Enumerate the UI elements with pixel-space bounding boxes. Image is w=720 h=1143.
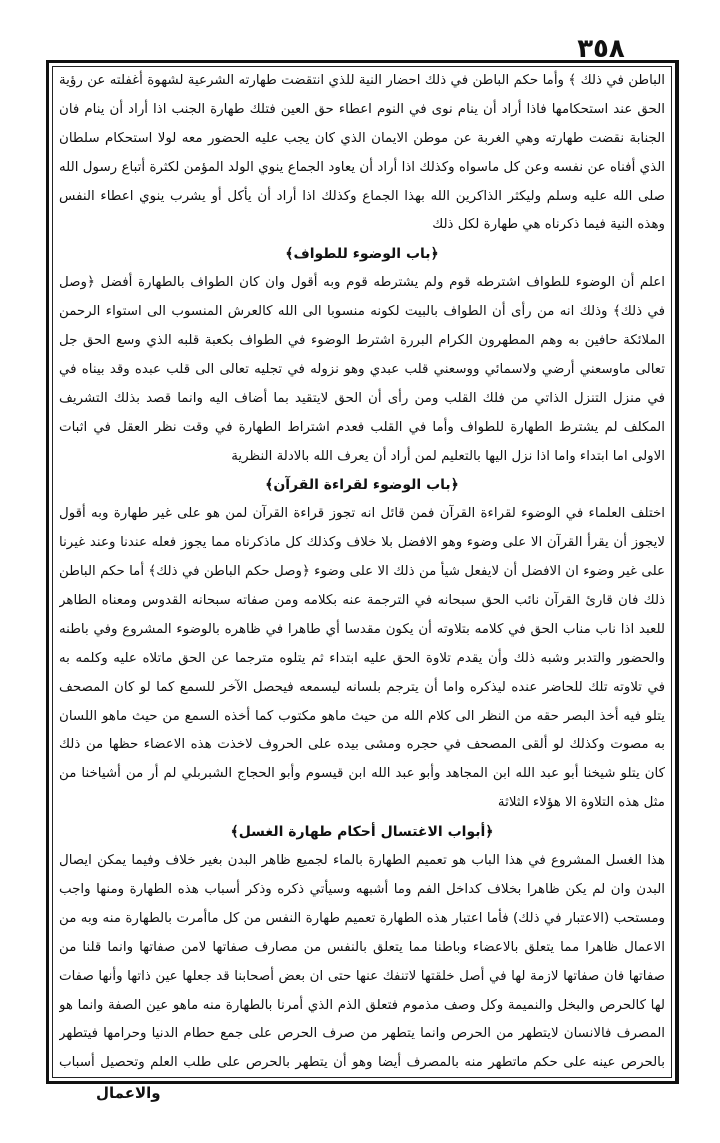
text-line: الذي أفناه عن نفسه وعن كل ماسواه وكذلك اذا أراد أن يعاود الجماع ينوي الولد المؤمن لكثرة أتباع رسول الله [59, 159, 665, 175]
text-line: البدن وان لم يكن ظاهرا بخلاف كداخل الفم وما أشبهه وسيأتي ذكره وذكر أسباب هذه الطهارة ومنها واجب [59, 881, 665, 897]
section-heading: ﴿باب الوضوء للطواف﴾ [285, 246, 439, 263]
text-line: ومستحب (الاعتبار في ذلك) فأما اعتبار هذه الطهارة تعميم طهارة النفس من كل ماأمرت بالطهارة منه وبه من [59, 910, 665, 926]
text-line: الملائكة حافين به وهم المطهرون الكرام البررة اشترط الوضوء في الطواف بكعبة قلبه الذي وسع الحق جل [59, 333, 665, 349]
text-line: هذا الغسل المشروع في هذا الباب هو تعميم الطهارة بالماء لجميع ظاهر البدن بغير خلاف وفيما يمكن ايصال [59, 853, 665, 869]
text-line: به مصوت وكذلك لو ألقى المصحف في حجره ومشى بيده على الحروف لاخذت هذه الاعضاء حظها من ذلك [59, 737, 665, 753]
text-line: مثل هذه التلاوة الا هؤلاء الثلاثة [497, 795, 665, 811]
page-frame [46, 60, 679, 1084]
text-line: اختلف العلماء في الوضوء لقراءة القرآن فمن قائل انه تجوز قراءة القرآن لمن هو على غير طهارة وبه أقول [59, 506, 665, 522]
text-line: ذلك فان قارئ القرآن نائب الحق سبحانه في الترجمة عنه بكلامه ومن صفاته سبحانه القدوس ومعناه الطاهر [59, 593, 665, 609]
text-line: الجنابة نقضت طهارته وهي الغربة عن موطن الايمان الذي كان يجب عليه الحضور معه لولا استحكام سلطان [59, 130, 665, 146]
text-line: الباطن في ذلك ﴾ وأما حكم الباطن في ذلك احضار النية للذي انتقضت طهارته الشرعية لشهوة أغفلته عن رؤية [59, 73, 665, 88]
text-line: الحق عند استحكامها فاذا أراد أن ينام نوى في النوم اعطاء حق العين فتلك طهارة الجنب اذا أراد أن ينام فان [59, 101, 665, 117]
body-text [59, 67, 665, 1078]
text-line: والحضور والتدبر وشبه ذلك وأن يقدم تلاوة الحق عليه ابتداء ثم يتلوه مترجما عن الحق ماتلاه عليه وكلمه به [59, 650, 665, 666]
text-line: في تلاوته تلك للحاضر عنده ليذكره واما أن يترجم بلسانه ليسمعه فيحصل الآخر للسمع كما لو كان المصحف [59, 679, 665, 695]
text-line: لها كالحرص والبخل والنميمة وكل وصف مذموم فتعلق الذم الذي أمرنا بالطهارة منه ماهو عين الصفة وانما هو [59, 997, 665, 1013]
text-line: على غير وضوء ان الافضل أن لايفعل شيأ من ذلك الا على وضوء ﴿وصل حكم الباطن في ذلك﴾ أما حكم الباطن [59, 564, 665, 580]
text-line: في ذلك﴾ وذلك انه من رأى أن الطواف بالبيت لكونه منسوبا الى الله كالعرش المنسوب الى استواء الرحمن [59, 304, 665, 320]
text-line: الاولى اما ابتداء واما اذا نزل اليها بالتعليم لمن أراد أن يعرف الله بالادلة النظرية [231, 448, 665, 464]
catchword: والاعمال [96, 1084, 161, 1102]
text-line: المكلف لم يشترط الطهارة للطواف وأما في القلب فعدم اشتراط الطهارة في وقت نظر العقل في اثبات [59, 419, 665, 435]
text-line: لايجوز أن يقرأ القرآن الا على وضوء وهو الافضل بلا خلاف وكذلك كل ماذكرناه مما يجوز فعله عندنا وعند غيرنا [59, 535, 665, 551]
text-line: يتلو فيه أخذ البصر حقه من النظر الى كلام الله من حيث ماهو مكتوب كما أخذه السمع من حيث ماهو اللسان [59, 708, 665, 724]
section-heading: ﴿أبواب الاغتسال أحكام طهارة الغسل﴾ [230, 824, 494, 841]
section-heading: ﴿باب الوضوء لقراءة القرآن﴾ [265, 477, 459, 494]
text-line: الاعمال ظاهرا مما يتعلق بالاعضاء وباطنا مما يتعلق بالنفس من مصارف صفاتها لامن صفاتها وانما قلنا من [59, 939, 665, 955]
text-line: بالحرص عينه على حكم ماتطهر منه بالمصرف أيضا وهو أن يتطهر بالحرص على طلب العلم وتحصيل أسباب [59, 1055, 665, 1071]
text-line: صفاتها فان صفاتها لازمة لها في أصل خلقتها لاتنفك عنها حتى ان بعض أصحابنا قد جعلها عين ذاتها وأنها صفات [59, 968, 665, 984]
text-line: في منزل التنزل الذاتي من فلك القلب ومن رأى أن الحق لايتقيد بما أضاف اليه وانما قصد بذلك التشريف [59, 390, 665, 406]
text-line: صلى الله عليه وسلم وليكثر الذاكرين الله بهذا الجماع وكذلك اذا أراد أن يأكل أو يشرب ينوي اعطاء النفس [59, 188, 665, 204]
text-line: كان يتلو شيخنا أبو عبد الله ابن المجاهد وأبو عبد الله ابن قيسوم وأبو الحجاج الشبربلي لم أر من أشياخنا من [59, 766, 665, 782]
text-line: تعالى ماوسعني أرضي ولاسمائي ووسعني قلب عبدي وهو نزوله في تجليه تعالى الى قلب عبده وقد بيناه في [59, 361, 665, 377]
text-line: للعبد اذا ناب مناب الحق في كلامه بتلاوته أن يكون مقدسا أي طاهرا في ظاهره بالوضوء المشروع وفي باطنه [59, 621, 665, 637]
text-line: وهذه النية فيما ذكرناه هي طهارة لكل ذلك [432, 217, 665, 233]
text-line: اعلم أن الوضوء للطواف اشترطه قوم ولم يشترطه قوم وبه أقول وان كان الطواف بالطهارة أفضل ﴿وصل [59, 275, 665, 291]
text-line: المصرف فالانسان لايتطهر من الحرص وانما يتطهر من صرف الحرص على جمع حطام الدنيا وحرامها فيتطهر [59, 1026, 665, 1042]
page-number: ٣٥٨ [577, 34, 625, 64]
